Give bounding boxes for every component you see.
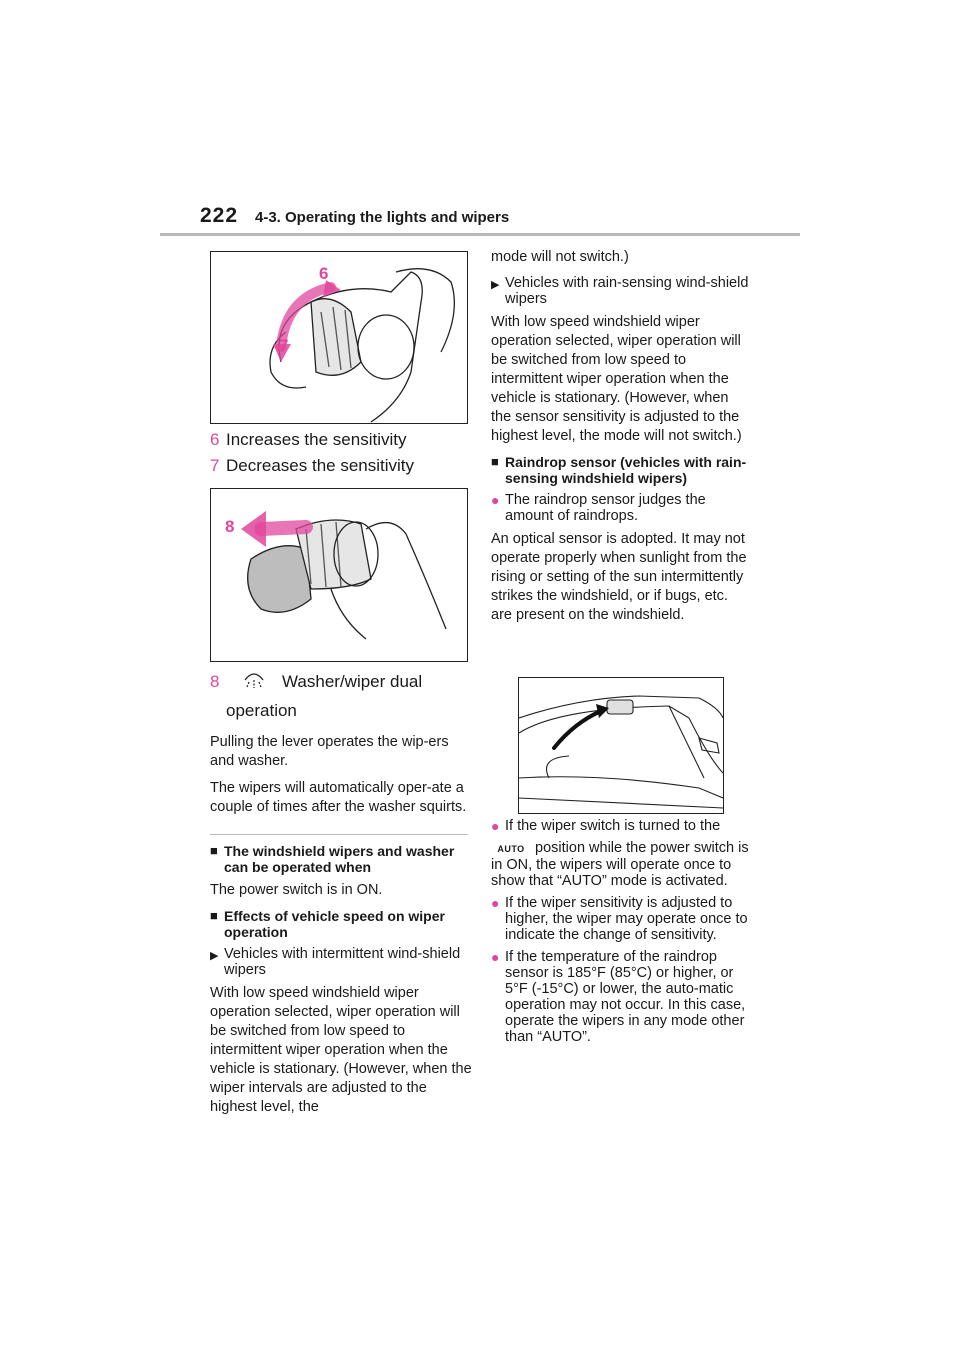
- bullet-item: ● The raindrop sensor judges the amount of raindrops.: [491, 492, 706, 524]
- header-rule: [160, 233, 800, 236]
- figure-label-8: 8: [225, 517, 235, 536]
- bullet-item: ● If the temperature of the raindrop sensor is 185°F (85°C) or higher, or 5°F (-15°C) or lower, the auto-matic operation may not occur. In this case, operate the wipers in any mode other than “AUTO”.: [491, 949, 746, 1045]
- paragraph: With low speed windshield wiper operation selected, wiper operation will be switched from low speed to intermittent wiper operation when the vehicle is stationary. (However, when the wiper intervals are adjusted to the highest level, the: [210, 985, 472, 1115]
- section-title: 4-3. Operating the lights and wipers: [255, 209, 510, 226]
- paragraph: Pulling the lever operates the wip-ers and washer.: [210, 734, 449, 769]
- step-text: Increases the sensitivity: [226, 430, 407, 449]
- square-bullet-icon: ■: [210, 908, 218, 923]
- paragraph: An optical sensor is adopted. It may not operate properly when sunlight from the rising or setting of the sun intermittently strikes the windshield, or if bugs, etc. are present on the windshield.: [491, 531, 747, 623]
- triangle-bullet-icon: ▶: [491, 279, 500, 291]
- right-column-lower: [491, 818, 753, 1051]
- note-heading: ■ The windshield wipers and washer can be operated when: [210, 843, 455, 875]
- step-number: 8: [210, 672, 220, 691]
- figure-washer-pull: [210, 488, 468, 662]
- section-divider: [210, 834, 468, 835]
- step-7: [210, 454, 470, 478]
- figure-raindrop-sensor: [518, 677, 724, 814]
- step-6: [210, 428, 470, 452]
- circle-bullet-icon: ●: [491, 818, 500, 834]
- step-text: Washer/wiper dual: [282, 672, 423, 691]
- square-bullet-icon: ■: [210, 843, 218, 858]
- paragraph: The power switch is in ON.: [210, 882, 383, 898]
- note-heading: ■ Raindrop sensor (vehicles with rain-sensing windshield wipers): [491, 454, 747, 486]
- figure-sensitivity-dial: [210, 251, 468, 424]
- page-number: 222: [200, 204, 239, 227]
- steps-list: [210, 428, 470, 480]
- circle-bullet-icon: ●: [491, 895, 500, 911]
- paragraph: mode will not switch.): [491, 249, 629, 265]
- step-8: [210, 670, 470, 697]
- lever-pull-illustration: [211, 489, 467, 661]
- step-number: 7: [210, 456, 220, 475]
- step-text: Decreases the sensitivity: [226, 456, 415, 475]
- bullet-item: ● If the wiper switch is turned to the: [491, 818, 721, 834]
- auto-icon: AUTO: [497, 844, 525, 854]
- bullet-continuation: AUTO position while the power switch is in ON, the wipers will operate once to show that “AUTO” mode is activated.: [491, 840, 749, 889]
- right-column-upper: [491, 248, 751, 633]
- triangle-bullet-icon: ▶: [210, 950, 219, 962]
- paragraph: With low speed windshield wiper operation selected, wiper operation will be switched from low speed to intermittent wiper operation when the vehicle is stationary. (However, when the sensor sensitivity is adjusted to the highest level, the mode will not switch.): [491, 314, 742, 444]
- figure-label-6: 6: [319, 264, 329, 283]
- paragraph: The wipers will automatically oper-ate a couple of times after the washer squirts.: [210, 780, 467, 815]
- figure-label-7: 7: [279, 336, 289, 355]
- sub-heading: ▶ Vehicles with intermittent wind-shield wipers: [210, 946, 461, 978]
- circle-bullet-icon: ●: [491, 949, 500, 965]
- step-8-line2: operation: [226, 701, 297, 720]
- washer-icon: [226, 670, 282, 697]
- windshield-sensor-illustration: [519, 678, 723, 813]
- sub-heading: ▶ Vehicles with rain-sensing wind-shield wipers: [491, 275, 749, 307]
- left-column-notes: [210, 843, 472, 1125]
- note-heading: ■ Effects of vehicle speed on wiper operation: [210, 908, 445, 940]
- circle-bullet-icon: ●: [491, 492, 500, 508]
- step-number: 6: [210, 430, 220, 449]
- lever-dial-illustration: [211, 252, 467, 423]
- bullet-item: ● If the wiper sensitivity is adjusted to higher, the wiper may operate once to indicate the change of sensitivity.: [491, 895, 748, 943]
- square-bullet-icon: ■: [491, 454, 499, 469]
- left-column-lower: [210, 670, 470, 825]
